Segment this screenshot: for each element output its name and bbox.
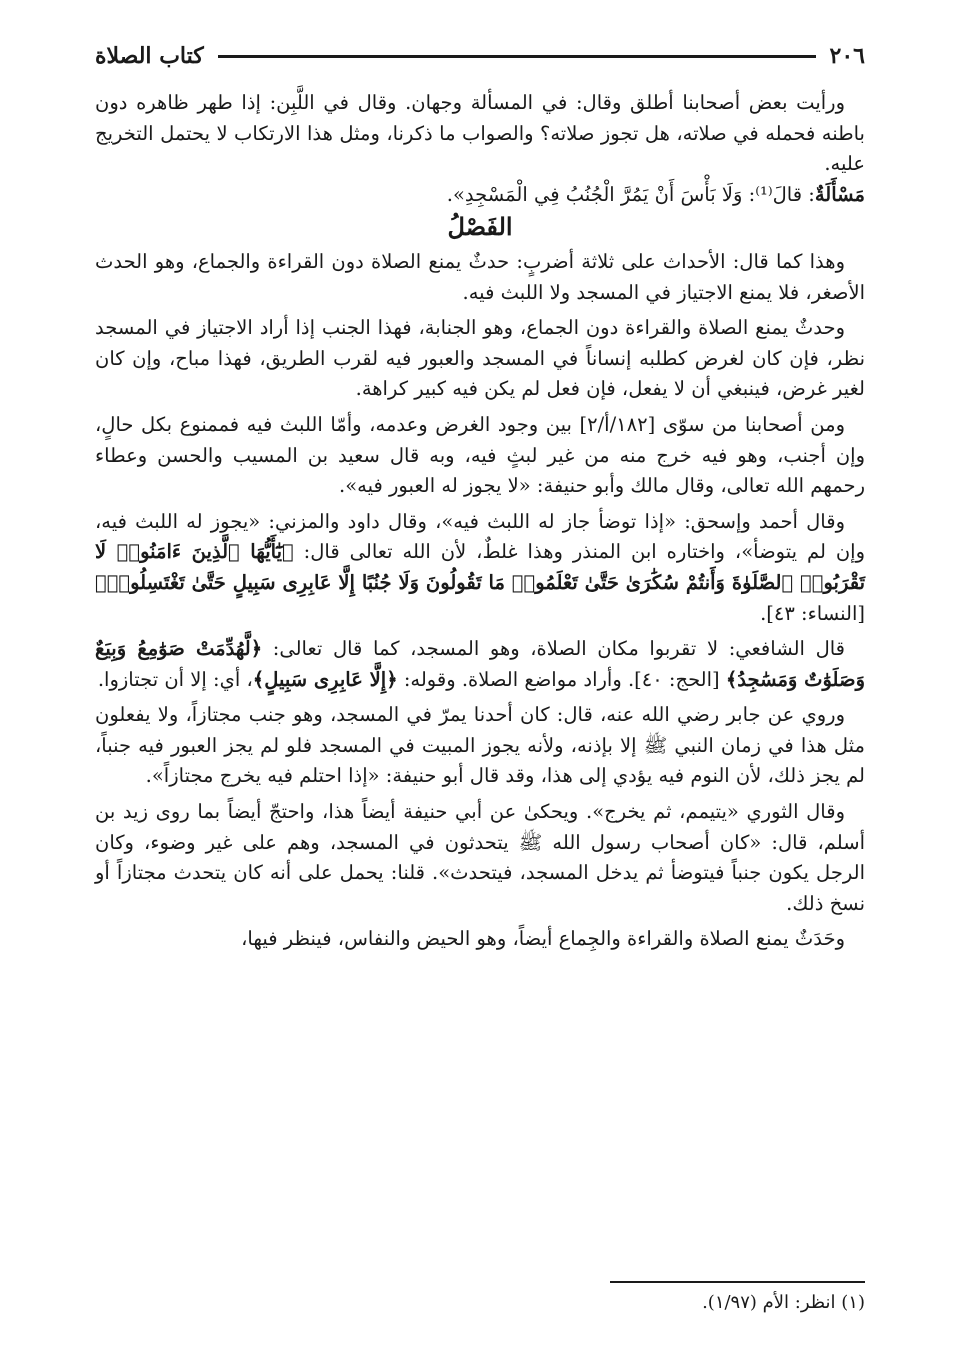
section-heading: الفَصْلُ bbox=[447, 212, 513, 242]
ahmad-paragraph bbox=[95, 507, 865, 629]
shafii-paragraph bbox=[95, 634, 865, 695]
shafii-text: قال الشافعي: لا تقربوا مكان الصلاة، وهو المسجد، كما قال تعالى: bbox=[272, 637, 846, 661]
paragraph: ورأيت بعض أصحابنا أطلق وقال: في المسألة وجهان. وقال في اللَّبِن: إذا طهر ظاهره دون باطنه فحمله في صلاته، هل تجوز صلاته؟ والصواب ما ذكرنا، ومثل هذا الارتكاب لا يحتمل التخريج عليه. bbox=[95, 91, 865, 176]
footnote-rule bbox=[610, 1281, 865, 1283]
page-header bbox=[95, 36, 865, 76]
masala-label: مَسْأَلَةٌ bbox=[814, 182, 865, 206]
masala-intro: : قالَ⁽¹⁾: bbox=[742, 182, 815, 206]
header-rule bbox=[218, 55, 816, 58]
book-title: كتاب الصلاة bbox=[95, 43, 204, 69]
paragraph: وحَدَثٌ يمنع الصلاة والقراءة والجِماع أيضاً، وهو الحيض والنفاس، فينظر فيها، bbox=[241, 927, 845, 951]
paragraph: وروي عن جابر رضي الله عنه، قال: كان أحدنا يمرّ في المسجد، وهو جنب مجتازاً، ولا يفعلون مثل هذا في زمان النبي ﷺ إلا بإذنه، ولأنه يجوز المبيت في المسجد فلو لم يجز العبور فيه جنباً، لم يجز ذلك، لأن النوم فيه يؤدي إلى هذا، وقد قال أبو حنيفة: «إذا احتلم فيه يخرج مجتازاً». bbox=[95, 703, 865, 788]
page-number: ٢٠٦ bbox=[829, 43, 865, 69]
quran-reference: [النساء: ٤٣]. bbox=[760, 601, 865, 625]
paragraph: وقال الثوري «يتيمم، ثم يخرج». ويحكىٰ عن أبي حنيفة أيضاً هذا، واحتجّ أيضاً بما روى زيد بن أسلم، قال: «كان أصحاب رسول الله ﷺ يتحدثون في المسجد، وهم على غير وضوء، وكان الرجل يكون جنباً فيتوضأ ثم يدخل المسجد، فيتحدث». قلنا: يحمل على أنه كان يتحدث مجتازاً أو نسخ ذلك. bbox=[95, 800, 865, 915]
quran-quote: ﴿لَّهُدِّمَتْ صَوَٰمِعُ وَبِيَعٌ وَصَلَوَٰتٌ وَمَسَٰجِدُ﴾ bbox=[95, 637, 865, 691]
quran-reference: [الحج: ٤٠]. وأراد مواضع الصلاة. وقوله: bbox=[397, 667, 726, 691]
paragraph: وهذا كما قال: الأحداث على ثلاثة أضربٍ: حدثٌ يمنع الصلاة دون القراءة والجماع، وهو الحدث الأصغر، فلا يمنع الاجتياز في المسجد ولا اللبث فيه. bbox=[95, 249, 865, 304]
main-text bbox=[95, 88, 865, 955]
paragraph: وحدثٌ يمنع الصلاة والقراءة دون الجماع، وهو الجنابة، فهذا الجنب إذا أراد الاجتياز في المسجد نظر، فإن كان لغرض كطلبه إنساناً في المسجد والعبور فيه لقرب الطريق، فهذا مباح، وإن كان لغير غرض، فينبغي أن لا يفعل، فإن فعل لم يكن فيه كبير كراهة. bbox=[95, 316, 865, 401]
paragraph: ومن أصحابنا من سوّى [١٨٢/أ/٢] بين وجود الغرض وعدمه، وأمّا اللبث فيه فممنوع بكل حالٍ، وإن أجنب، وهو فيه خرج منه من غير لبثٍ فيه، وبه قال سعيد بن المسيب والحسن وعطاء رحمهم الله تعالى، وقال مالك وأبو حنيفة: «لا يجوز له العبور فيه». bbox=[95, 412, 865, 498]
masala-paragraph bbox=[95, 180, 865, 211]
ahmad-text: وقال أحمد وإسحق: «إذا توضأ جاز له اللبث فيه»، وقال داود والمزني: «يجوز له اللبث فيه، وإن لم يتوضأ»، واختاره ابن المنذر وهذا غلطٌ، لأن الله تعالى قال: bbox=[95, 509, 865, 564]
quran-quote: ﴿يَٰٓأَيُّهَا ٱلَّذِينَ ءَامَنُوا۟ لَا تَقْرَبُوا۟ ٱلصَّلَوٰةَ وَأَنتُمْ سُكَٰرَىٰ حَتَّىٰ تَعْلَمُوا۟ مَا تَقُولُونَ وَلَا جُنُبًا إِلَّا عَابِرِى سَبِيلٍ حَتَّىٰ تَغْتَسِلُوا۟﴾ bbox=[95, 540, 865, 594]
quran-quote: ﴿إِلَّا عَابِرِى سَبِيلٍ﴾ bbox=[252, 667, 398, 691]
masala-text: وَلَا بَأْسَ أَنْ يَمُرَّ الْجُنُبُ فِي الْمَسْجِدِ». bbox=[446, 182, 743, 206]
footnote: (١) انظر: الأم (١/٩٧). bbox=[702, 1292, 865, 1313]
shafii-tail: ، أي: إلا أن تجتازوا. bbox=[97, 667, 253, 691]
